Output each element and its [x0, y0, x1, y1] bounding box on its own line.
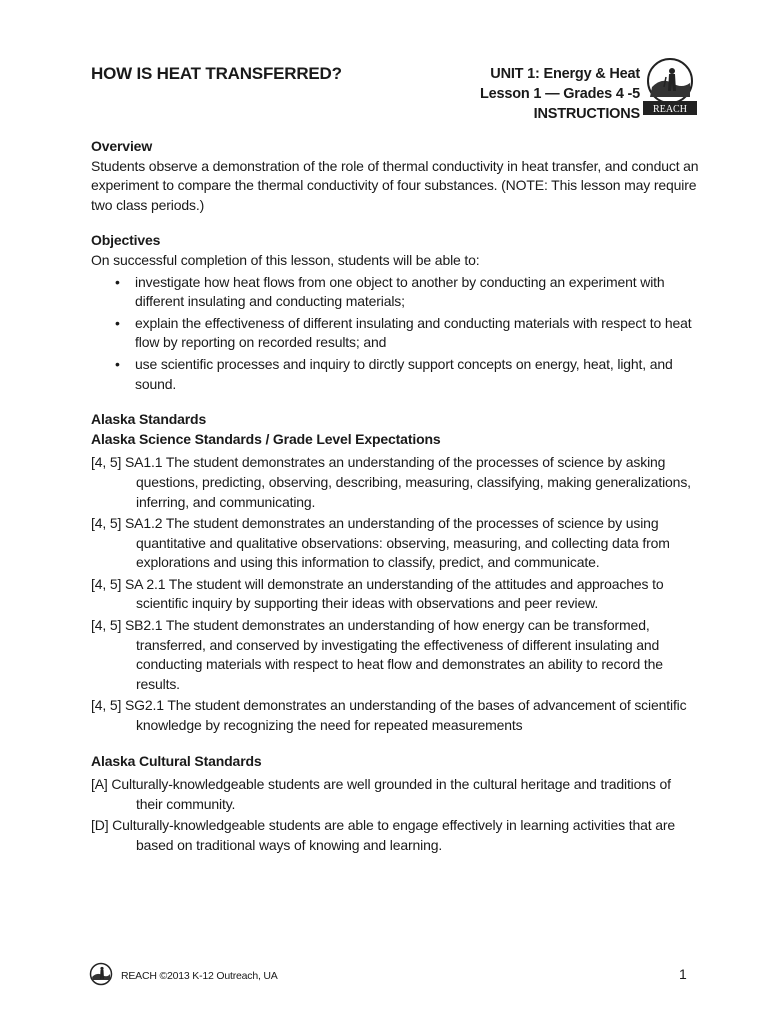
unit-label: UNIT 1: Energy & Heat [490, 66, 640, 82]
objectives-intro: On successful completion of this lesson, students will be able to: [91, 251, 480, 268]
overview-heading: Overview [91, 138, 153, 154]
standard-item: [4, 5] SG2.1 The student demonstrates an understanding of the bases of advancement of scientific knowledge by recognizing the need for repeated measurements [91, 697, 687, 734]
logo-text: REACH [653, 104, 687, 115]
alaska-standards-section [91, 410, 701, 736]
standard-item: [A] Culturally-knowledgeable students are well grounded in the cultural heritage and traditions of their community. [91, 776, 671, 812]
cultural-standards-section [91, 752, 701, 856]
overview-section [91, 137, 701, 215]
doc-type-label: INSTRUCTIONS [533, 106, 640, 122]
science-standards-subheading: Alaska Science Standards / Grade Level Expectations [91, 430, 441, 447]
standard-item: [4, 5] SA1.1 The student demonstrates an understanding of the processes of science by asking questions, predicting, observing, describing, measuring, classifying, making generalizations, inferring, and communicating. [91, 454, 691, 510]
objectives-list [91, 273, 701, 395]
objectives-heading: Objectives [91, 232, 161, 249]
standard-item: [4, 5] SB2.1 The student demonstrates an understanding of how energy can be transformed, transferred, and conserved by investigating the effectiveness of different insulating and conducting materials with respect to heat flow and demonstrates an ability to record the results. [91, 617, 663, 692]
list-item: • use scientific processes and inquiry to dirctly support concepts on energy, heat, light, and sound. [135, 355, 701, 394]
standard-item: [4, 5] SA 2.1 The student will demonstrate an understanding of the attitudes and approaches to scientific inquiry by supporting their ideas with observations and peer review. [91, 575, 664, 612]
footer-text: REACH ©2013 K-12 Outreach, UA [121, 970, 278, 982]
page-title: HOW IS HEAT TRANSFERRED? [91, 64, 342, 83]
page-number: 1 [679, 966, 687, 982]
list-item: • investigate how heat flows from one object to another by conducting an experiment with different insulating and conducting materials; [135, 273, 701, 312]
lesson-label: Lesson 1 — Grades 4 -5 [480, 86, 640, 102]
alaska-standards-heading: Alaska Standards [91, 411, 207, 428]
list-item: • explain the effectiveness of different insulating and conducting materials with respect to heat flow by reporting on recorded results; and [135, 314, 701, 353]
main-content [91, 137, 701, 872]
objectives-section [91, 231, 701, 394]
reach-logo [642, 57, 698, 117]
standard-item: [D] Culturally-knowledgeable students are able to engage effectively in learning activities that are based on traditional ways of knowing and learning. [91, 817, 675, 853]
standard-item: [4, 5] SA1.2 The student demonstrates an understanding of the processes of science by using quantitative and qualitative observations: observing, measuring, and collecting data from explorations and using this information to classify, predict, and communicate. [91, 515, 670, 571]
reach-footer-icon [89, 962, 113, 986]
overview-body: Students observe a demonstration of the role of thermal conductivity in heat transfer, and conduct an experiment to compare the thermal conductivity of four substances. (NOTE: This lesson may require two class periods.) [91, 157, 699, 213]
cultural-standards-heading: Alaska Cultural Standards [91, 752, 262, 769]
lesson-header [380, 64, 640, 124]
